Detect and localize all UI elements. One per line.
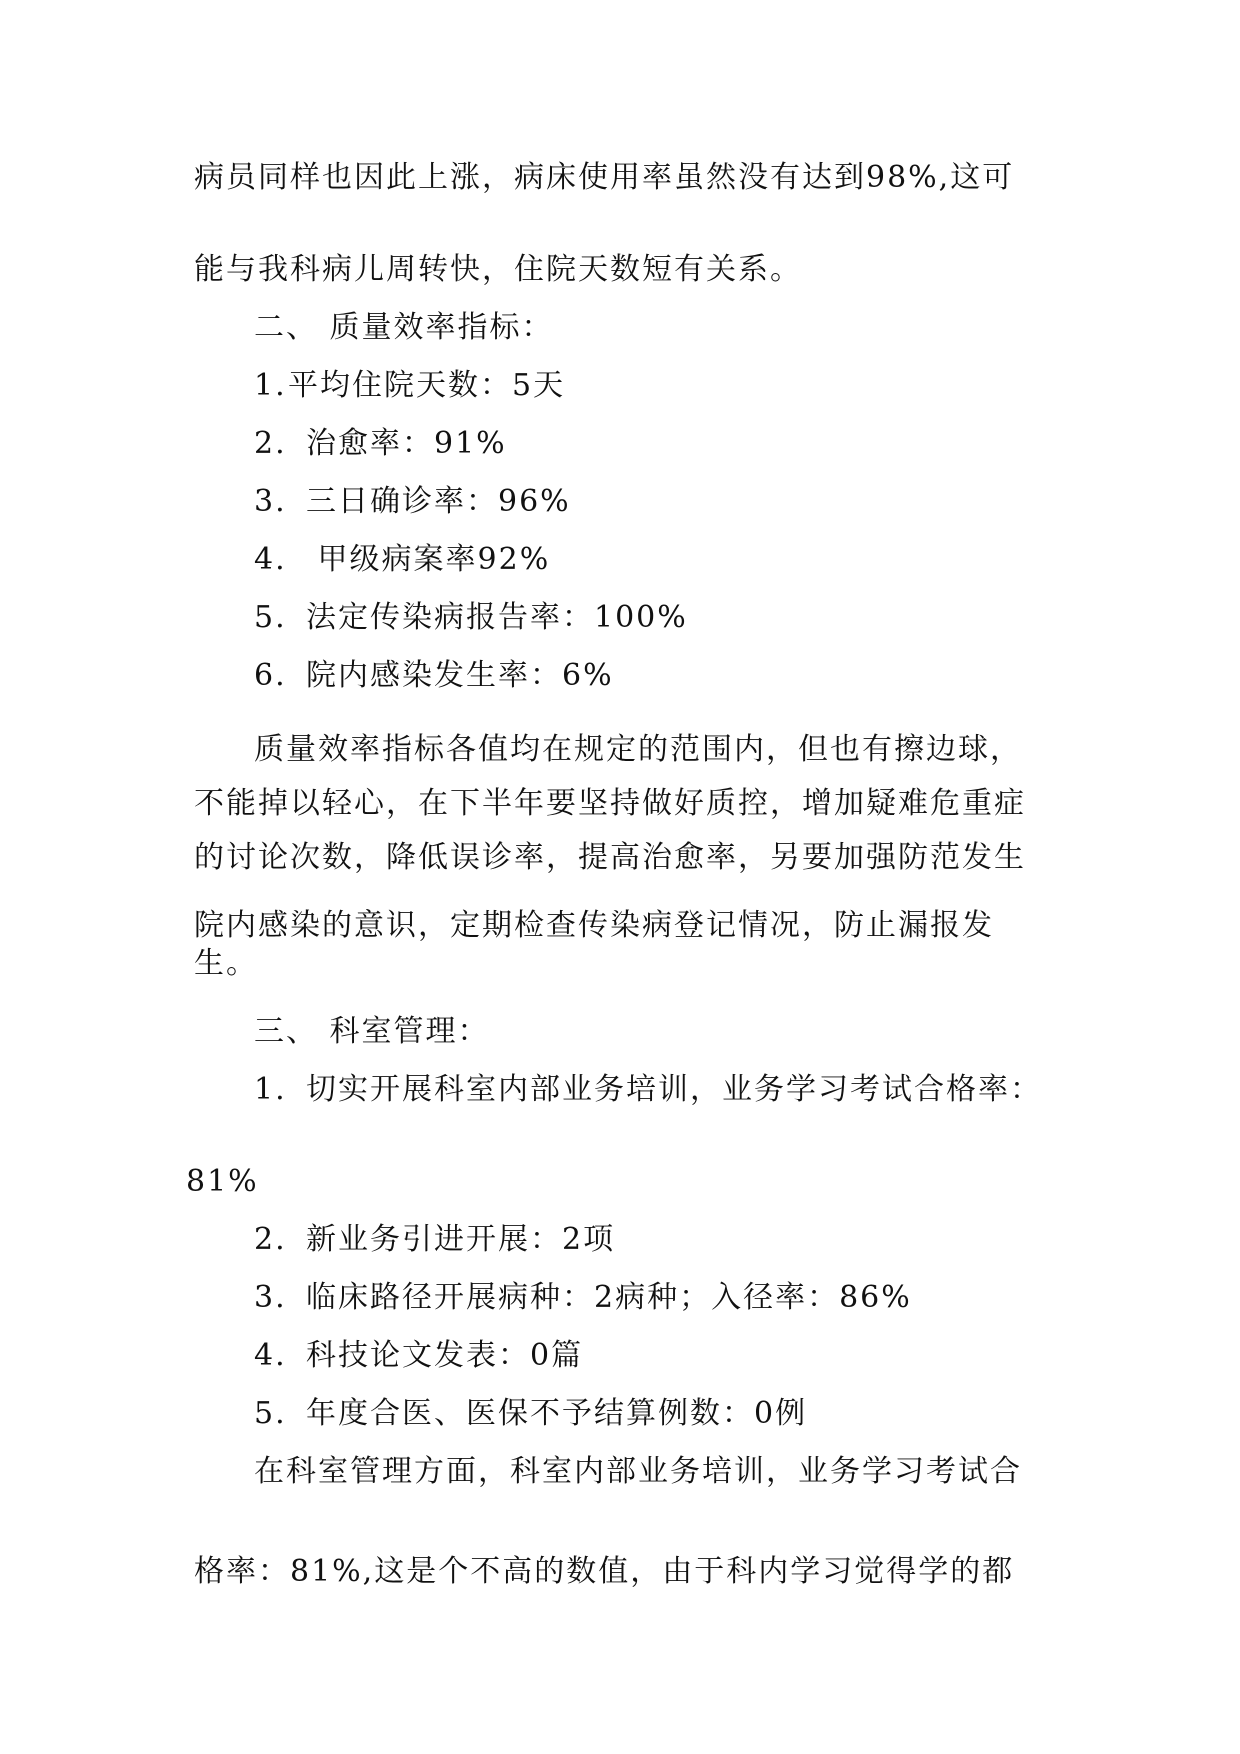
item-text: 新业务引进开展：2项 (306, 1222, 616, 1257)
item-text: 科技论文发表：0篇 (306, 1338, 584, 1373)
section3-item-2 (254, 1220, 615, 1260)
section2-summary-line-2: 不能掉以轻心，在下半年要坚持做好质控，增加疑难危重症 (194, 786, 1026, 821)
item-text: 法定传染病报告率：100% (306, 600, 688, 635)
section3-summary-line-2: 格率：81%,这是个不高的数值，由于科内学习觉得学的都 (194, 1554, 1015, 1589)
section3-item-1-continued: 81% (186, 1164, 259, 1199)
section3-item-5 (254, 1394, 807, 1434)
item-text: 三日确诊率：96% (306, 484, 571, 519)
item-number: 3. (254, 484, 287, 519)
section2-item-4 (254, 540, 550, 580)
section2-summary-line-3: 的讨论次数，降低误诊率，提高治愈率，另要加强防范发生 (194, 840, 1026, 875)
item-number: 4. (254, 1338, 287, 1373)
item-number: 1. (254, 1072, 287, 1107)
section3-item-3 (254, 1278, 912, 1318)
item-text: 切实开展科室内部业务培训，业务学习考试合格率： (306, 1072, 1042, 1107)
section3-item-4 (254, 1336, 583, 1376)
section2-item-3 (254, 482, 571, 522)
item-number: 4. (254, 542, 287, 577)
section2-summary-line-1: 质量效率指标各值均在规定的范围内，但也有擦边球， (254, 732, 1022, 767)
item-text: 临床路径开展病种：2病种；入径率：86% (306, 1280, 912, 1315)
section3-item-1 (254, 1070, 1042, 1110)
item-number: 2. (254, 426, 287, 461)
item-text: 平均住院天数：5天 (288, 368, 566, 403)
item-text: 院内感染发生率：6% (306, 658, 614, 693)
section2-item-1 (254, 366, 565, 406)
item-number: 3. (254, 1280, 287, 1315)
section3-summary-line-1: 在科室管理方面，科室内部业务培训，业务学习考试合 (254, 1454, 1022, 1489)
item-text: 甲级病案率92% (306, 542, 551, 577)
intro-line-2: 能与我科病儿周转快，住院天数短有关系。 (194, 252, 802, 287)
item-number: 2. (254, 1222, 287, 1257)
item-number: 1. (254, 368, 287, 403)
section2-summary-line-4: 院内感染的意识，定期检查传染病登记情况，防止漏报发 (194, 908, 994, 943)
section2-item-2 (254, 424, 507, 464)
item-text: 年度合医、医保不予结算例数：0例 (306, 1396, 808, 1431)
item-text: 治愈率：91% (306, 426, 507, 461)
section2-item-6 (254, 656, 614, 696)
item-number: 5. (254, 1396, 287, 1431)
item-number: 6. (254, 658, 287, 693)
section2-item-5 (254, 598, 688, 638)
intro-line-1: 病员同样也因此上涨，病床使用率虽然没有达到98%,这可 (194, 160, 1015, 195)
section2-heading: 二、 质量效率指标： (254, 310, 554, 345)
section3-heading: 三、 科室管理： (254, 1014, 490, 1049)
section2-summary-line-5: 生。 (194, 946, 258, 981)
item-number: 5. (254, 600, 287, 635)
